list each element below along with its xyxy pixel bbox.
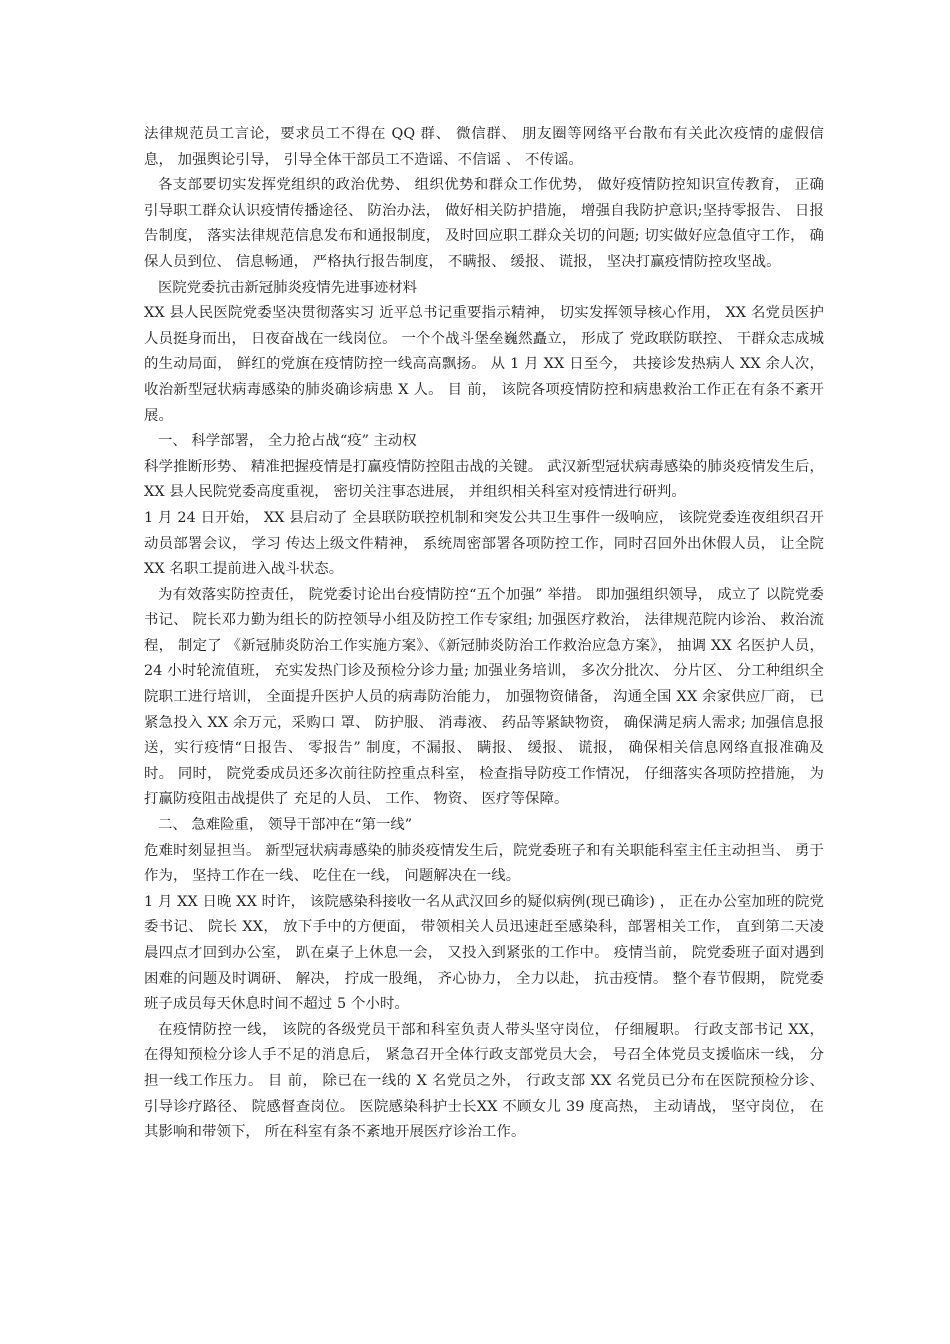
paragraph-situation-analysis: 科学推断形势、 精准把握疫情是打赢疫情防控阻击战的关键。 武汉新型冠状病毒感染的肺炎疫情发生后， XX 县人民院党委高度重视， 密切关注事态进展， 并组织相关科室对疫情进行研判。 bbox=[144, 458, 824, 501]
paragraph-frontline-staff: 在疫情防控一线， 该院的各级党员干部和科室负责人带头坚守岗位， 仔细履职。 行政支部书记 XX， 在得知预检分诊人手不足的消息后， 紧急召开全体行政支部党员大会， 号召全体党员支援临床一线， 分担一线工作压力。 目 前， 除已在一线的 X 名党员之外， 行政支部 XX 名党员已分布在医院预检分诊、 引导诊疗路径、 院感督查岗位。 医院感染科护士长XX 不顾女儿 39 度高热， 主动请战， 坚守岗位， 在其影响和带领下， 所在科室有条不紊地开展医疗诊治工作。 bbox=[144, 1021, 824, 1141]
section-heading-2: 二、 急难险重， 领导干部冲在“第一线” bbox=[158, 817, 413, 834]
paragraph-public-opinion: 法律规范员工言论，要求员工不得在 QQ 群、 微信群、 朋友圈等网络平台散布有关此次疫情的虚假信息， 加强舆论引导， 引导全体干部员工不造谣、不信谣 、 不传谣。 bbox=[144, 126, 824, 168]
document-page bbox=[144, 122, 824, 1146]
document-title: 医院党委抗击新冠肺炎疫情先进事迹材料 bbox=[158, 279, 418, 296]
paragraph-introduction: XX 县人民医院党委坚决贯彻落实习 近平总书记重要指示精神， 切实发挥领导核心作用， XX 名党员医护人员挺身而出， 日夜奋战在一线岗位。 一个个战斗堡垒巍然矗立， 形成了 党政联防联控、 干群众志成城的生动局面， 鲜红的党旗在疫情防控一线高高飘扬。 从 1 月 XX 日至今， 共接诊发热病人 XX 余人次， 收治新型冠状病毒感染的肺炎确诊病患 X 人。 目 前， 该院各项疫情防控和病患救治工作正在有条不紊开展。 bbox=[144, 305, 824, 424]
paragraph-suspected-case: 1 月 XX 日晚 XX 时许， 该院感染科接收一名从武汉回乡的疑似病例(现已确诊) ， 正在办公室加班的院党委书记、 院长 XX， 放下手中的方便面， 带领相关人员迅速赶至感染科，部署相关工作， 直到第二天凌晨四点才回到办公室， 趴在桌子上休息一会， 又投入到紧张的工作中。 疫情当前， 院党委班子面对遇到困难的问题及时调研、 解决， 拧成一股绳， 齐心协力， 全力以赴， 抗击疫情。 整个春节假期， 院党委班子成员每天休息时间不超过 5 个小时。 bbox=[144, 893, 824, 1013]
section-heading-1: 一、 科学部署， 全力抢占战“疫” 主动权 bbox=[158, 433, 417, 450]
paragraph-branch-duties: 各支部要切实发挥党组织的政治优势、 组织优势和群众工作优势， 做好疫情防控知识宣传教育， 正确引导职工群众认识疫情传播途径、 防治办法， 做好相关防护措施， 增强自我防护意识;坚持零报告、 日报告制度， 落实法律规范信息发布和通报制度， 及时回应职工群众关切的问题; 切实做好应急值守工作， 确保人员到位、 信息畅通， 严格执行报告制度， 不瞒报、 缓报、 谎报， 坚决打赢疫情防控攻坚战。 bbox=[144, 177, 824, 270]
paragraph-five-measures: 为有效落实防控责任， 院党委讨论出台疫情防控“五个加强” 举措。 即加强组织领导， 成立了 以院党委书记、 院长邓力勤为组长的防控领导小组及防控工作专家组; 加强医疗救治， 法律规范院内诊治、 救治流程， 制定了 《新冠肺炎防治工作实施方案》、《新冠肺炎防治工作救治应急方案》， 抽调 XX 名医护人员， 24 小时轮流值班， 充实发热门诊及预检分诊力量; 加强业务培训， 多次分批次、 分片区、 分工种组织全院职工进行培训， 全面提升医护人员的病毒防治能力， 加强物资储备， 沟通全国 XX 余家供应厂商， 已紧急投入 XX 余万元，采购口 罩、 防护服、 消毒液、 药品等紧缺物资， 确保满足病人需求; 加强信息报送，实行疫情“日报告、 零报告” 制度，不漏报、 瞒报、 缓报、 谎报， 确保相关信息网络直报准确及时。 同时， 院党委成员还多次前往防控重点科室， 检查指导防疫工作情况， 仔细落实各项防控措施， 为打赢防疫阻击战提供了 充足的人员、 工作、 物资、 医疗等保障。 bbox=[144, 586, 824, 808]
paragraph-leadership: 危难时刻显担当。 新型冠状病毒感染的肺炎疫情发生后，院党委班子和有关职能科室主任主动担当、 勇于作为， 坚持工作在一线、 吃住在一线， 问题解决在一线。 bbox=[144, 842, 824, 885]
paragraph-response-launch: 1 月 24 日开始， XX 县启动了 全县联防联控机制和突发公共卫生事件一级响应， 该院党委连夜组织召开动员部署会议， 学习 传达上级文件精神， 系统周密部署各项防控工作，同时召回外出休假人员， 让全院 XX 名职工提前进入战斗状态。 bbox=[144, 509, 824, 578]
